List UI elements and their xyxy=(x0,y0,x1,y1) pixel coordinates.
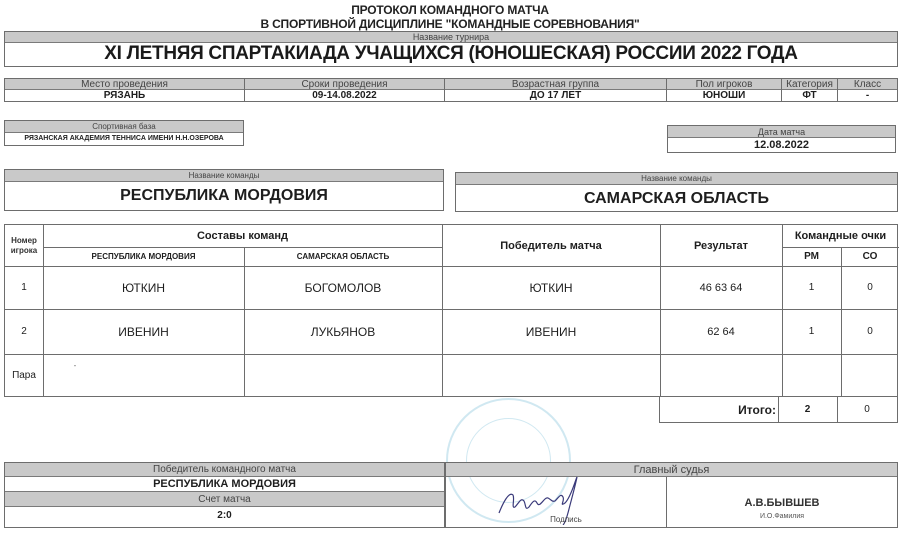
chief-referee-label: Главный судья xyxy=(446,463,897,477)
row1-number: 1 xyxy=(21,282,27,293)
sports-base-label: Спортивная база xyxy=(5,121,243,133)
row1-rm: 1 xyxy=(808,282,815,293)
age-group-label: Возрастная группа xyxy=(445,79,666,90)
dates-cell xyxy=(245,79,445,101)
row1-winner: ЮТКИН xyxy=(529,280,573,295)
venue-value: РЯЗАНЬ xyxy=(103,90,146,101)
age-group-value: ДО 17 ЛЕТ xyxy=(529,90,582,101)
team1-label: Название команды xyxy=(5,170,443,182)
signature-label: Подпись xyxy=(550,515,582,524)
team-match-summary xyxy=(4,462,445,528)
row1-team1-player: ЮТКИН xyxy=(121,280,166,295)
header-team2: САМАРСКАЯ ОБЛАСТЬ xyxy=(296,252,390,261)
totals-rm: 2 xyxy=(804,404,811,415)
tournament-block xyxy=(4,31,898,67)
chief-referee-block xyxy=(445,462,898,528)
row3-winner xyxy=(442,354,660,396)
row1-so: 0 xyxy=(867,282,873,293)
venue-label: Место проведения xyxy=(5,79,244,90)
row3-result xyxy=(660,354,782,396)
row2-so: 0 xyxy=(867,326,873,337)
header-team-points: Командные очки xyxy=(794,230,887,242)
team-winner-value: РЕСПУБЛИКА МОРДОВИЯ xyxy=(5,477,444,492)
row3-team1-player: - xyxy=(73,360,77,370)
sports-base-value: РЯЗАНСКАЯ АКАДЕМИЯ ТЕННИСА ИМЕНИ Н.Н.ОЗЕРОВА xyxy=(24,135,224,142)
team2-name: САМАРСКАЯ ОБЛАСТЬ xyxy=(583,190,770,207)
referee-name-label: И.О.Фамилия xyxy=(759,513,805,520)
header-team1: РЕСПУБЛИКА МОРДОВИЯ xyxy=(91,252,196,261)
dates-label: Сроки проведения xyxy=(245,79,444,90)
row3-rm xyxy=(782,354,841,396)
team2-label: Название команды xyxy=(456,173,897,185)
row3-team2-player xyxy=(244,354,442,396)
sports-base-block xyxy=(4,120,244,146)
team1-name: РЕСПУБЛИКА МОРДОВИЯ xyxy=(120,187,328,204)
row2-result: 62 64 xyxy=(707,325,735,338)
match-date-label: Дата матча xyxy=(668,126,895,138)
event-info-row xyxy=(4,78,898,102)
venue-cell xyxy=(5,79,245,101)
team1-block xyxy=(4,169,444,211)
category-label: Категория xyxy=(782,79,837,90)
match-date-block xyxy=(667,125,896,153)
dates-value: 09-14.08.2022 xyxy=(312,90,377,101)
gender-value: ЮНОШИ xyxy=(702,90,746,101)
gender-label: Пол игроков xyxy=(667,79,781,90)
row1-team2-player: БОГОМОЛОВ xyxy=(304,280,382,295)
document-title-line1: ПРОТОКОЛ КОМАНДНОГО МАТЧА xyxy=(351,3,549,17)
tournament-label: Название турнира xyxy=(5,32,897,43)
header-match-winner: Победитель матча xyxy=(500,239,602,252)
row2-team2-player: ЛУКЬЯНОВ xyxy=(310,324,376,339)
row2-rm: 1 xyxy=(808,326,815,337)
class-value: - xyxy=(865,90,870,101)
match-date-value: 12.08.2022 xyxy=(753,139,810,151)
totals-row xyxy=(659,396,898,423)
category-cell xyxy=(782,79,838,101)
results-table xyxy=(4,224,898,397)
totals-so: 0 xyxy=(864,404,870,415)
document-title-line2: В СПОРТИВНОЙ ДИСЦИПЛИНЕ "КОМАНДНЫЕ СОРЕВНОВАНИЯ" xyxy=(260,17,640,31)
row3-number: Пара xyxy=(12,369,36,381)
tournament-name: XI ЛЕТНЯЯ СПАРТАКИАДА УЧАЩИХСЯ (ЮНОШЕСКАЯ) РОССИИ 2022 ГОДА xyxy=(104,43,798,64)
header-team-rosters: Составы команд xyxy=(196,230,289,242)
referee-name: А.В.БЫВШЕВ xyxy=(744,497,820,509)
totals-label: Итого: xyxy=(738,402,776,417)
class-label: Класс xyxy=(838,79,897,90)
class-cell xyxy=(838,79,897,101)
match-score-label: Счет матча xyxy=(5,492,444,507)
header-so: СО xyxy=(862,251,878,262)
match-score-value: 2:0 xyxy=(217,510,232,521)
header-result: Результат xyxy=(693,239,749,252)
header-player-number: Номер игрока xyxy=(10,235,38,255)
row3-so xyxy=(841,354,899,396)
age-group-cell xyxy=(445,79,667,101)
row1-result: 46 63 64 xyxy=(699,281,743,294)
row2-number: 2 xyxy=(21,326,27,337)
row2-winner: ИВЕНИН xyxy=(525,324,577,339)
team-winner-label: Победитель командного матча xyxy=(5,463,444,477)
category-value: ФТ xyxy=(802,90,817,101)
row2-team1-player: ИВЕНИН xyxy=(118,324,169,339)
gender-cell xyxy=(667,79,782,101)
header-rm: РМ xyxy=(804,251,819,262)
team2-block xyxy=(455,172,898,212)
